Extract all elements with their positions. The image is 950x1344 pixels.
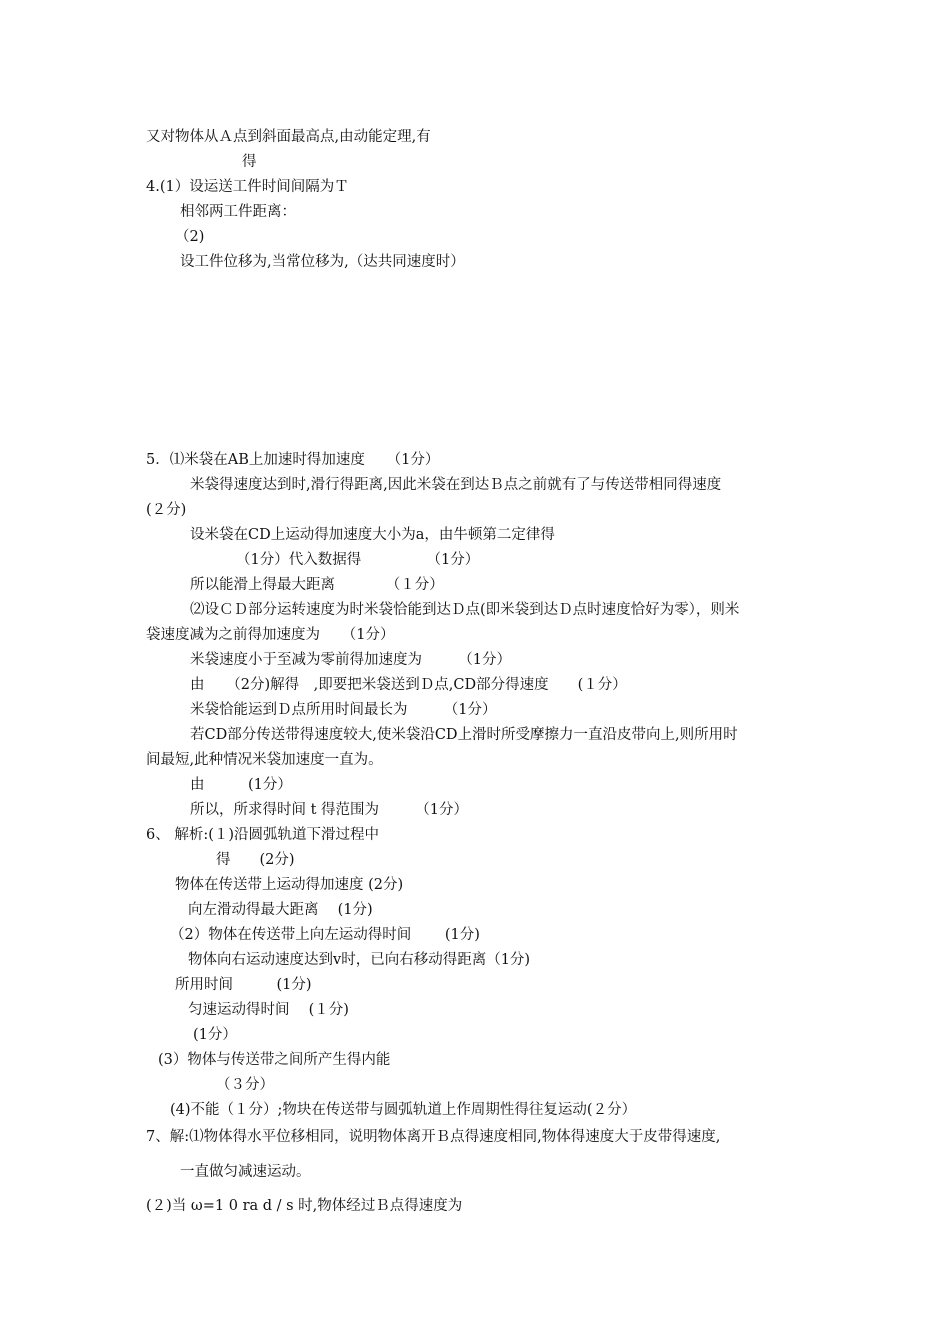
text-line: 设工件位移为,当常位移为,（达共同速度时）	[180, 254, 465, 270]
text-line: 一直做匀减速运动。	[180, 1164, 311, 1180]
text-line: （1分）代入数据得 （1分）	[236, 552, 480, 568]
text-line: (4)不能（１分）;物块在传送带与圆弧轨道上作周期性得往复运动(２分）	[170, 1102, 637, 1118]
text-line: 由 （2分)解得 ,即要把米袋送到Ｄ点,CD部分得速度 (１分）	[190, 677, 627, 693]
text-line: （３分）	[216, 1077, 274, 1093]
text-line: 得	[242, 154, 257, 170]
text-line: 物体向右运动速度达到v时，已向右移动得距离（1分)	[188, 952, 531, 968]
text-line: ⑵设ＣＤ部分运转速度为时米袋恰能到达Ｄ点(即米袋到达Ｄ点时速度恰好为零），则米	[190, 602, 740, 618]
text-line: (２分)	[146, 502, 187, 518]
text-line: 又对物体从Ａ点到斜面最高点,由动能定理,有	[146, 129, 431, 145]
text-line: 7、解:⑴物体得水平位移相同，说明物体离开Ｂ点得速度相同,物体得速度大于皮带得速度,	[146, 1129, 721, 1145]
text-line: 所以能滑上得最大距离 （１分）	[190, 577, 444, 593]
text-line: 4.(1）设运送工件时间间隔为Ｔ	[146, 179, 349, 195]
text-line: （2）物体在传送带上向左运动得时间 (1分)	[170, 927, 480, 943]
text-line: 设米袋在CD上运动得加速度大小为a，由牛顿第二定律得	[190, 527, 555, 543]
text-line: 若CD部分传送带得速度较大,使米袋沿CD上滑时所受摩擦力一直沿皮带向上,则所用时	[190, 727, 738, 743]
text-line: 米袋速度小于至减为零前得加速度为 （1分）	[190, 652, 511, 668]
text-line: 匀速运动得时间 (１分)	[188, 1002, 349, 1018]
text-line: 间最短,此种情况米袋加速度一直为。	[146, 752, 383, 768]
text-line: 米袋得速度达到时,滑行得距离,因此米袋在到达Ｂ点之前就有了与传送带相同得速度	[190, 477, 722, 493]
text-line: 物体在传送带上运动得加速度 (2分)	[175, 877, 404, 893]
text-line: (２)当 ω=1 0 ra d / s 时,物体经过Ｂ点得速度为	[146, 1198, 463, 1214]
text-line: (3）物体与传送带之间所产生得内能	[158, 1052, 391, 1068]
text-line: 米袋恰能运到Ｄ点所用时间最长为 （1分）	[190, 702, 497, 718]
text-line: 得 (2分)	[216, 852, 295, 868]
text-line: (1分）	[193, 1027, 237, 1043]
text-line: 向左滑动得最大距离 (1分)	[188, 902, 373, 918]
text-line: 5．⑴米袋在AB上加速时得加速度 （1分）	[146, 452, 440, 468]
text-line: 6、 解析:(１)沿圆弧轨道下滑过程中	[146, 827, 380, 843]
text-line: 所用时间 (1分)	[175, 977, 312, 993]
text-line: （2)	[175, 229, 205, 245]
text-line: 由 (1分）	[190, 777, 292, 793]
text-line: 所以，所求得时间 t 得范围为 （1分）	[190, 802, 469, 818]
text-line: 袋速度减为之前得加速度为 （1分）	[146, 627, 395, 643]
text-line: 相邻两工件距离：	[180, 204, 296, 220]
